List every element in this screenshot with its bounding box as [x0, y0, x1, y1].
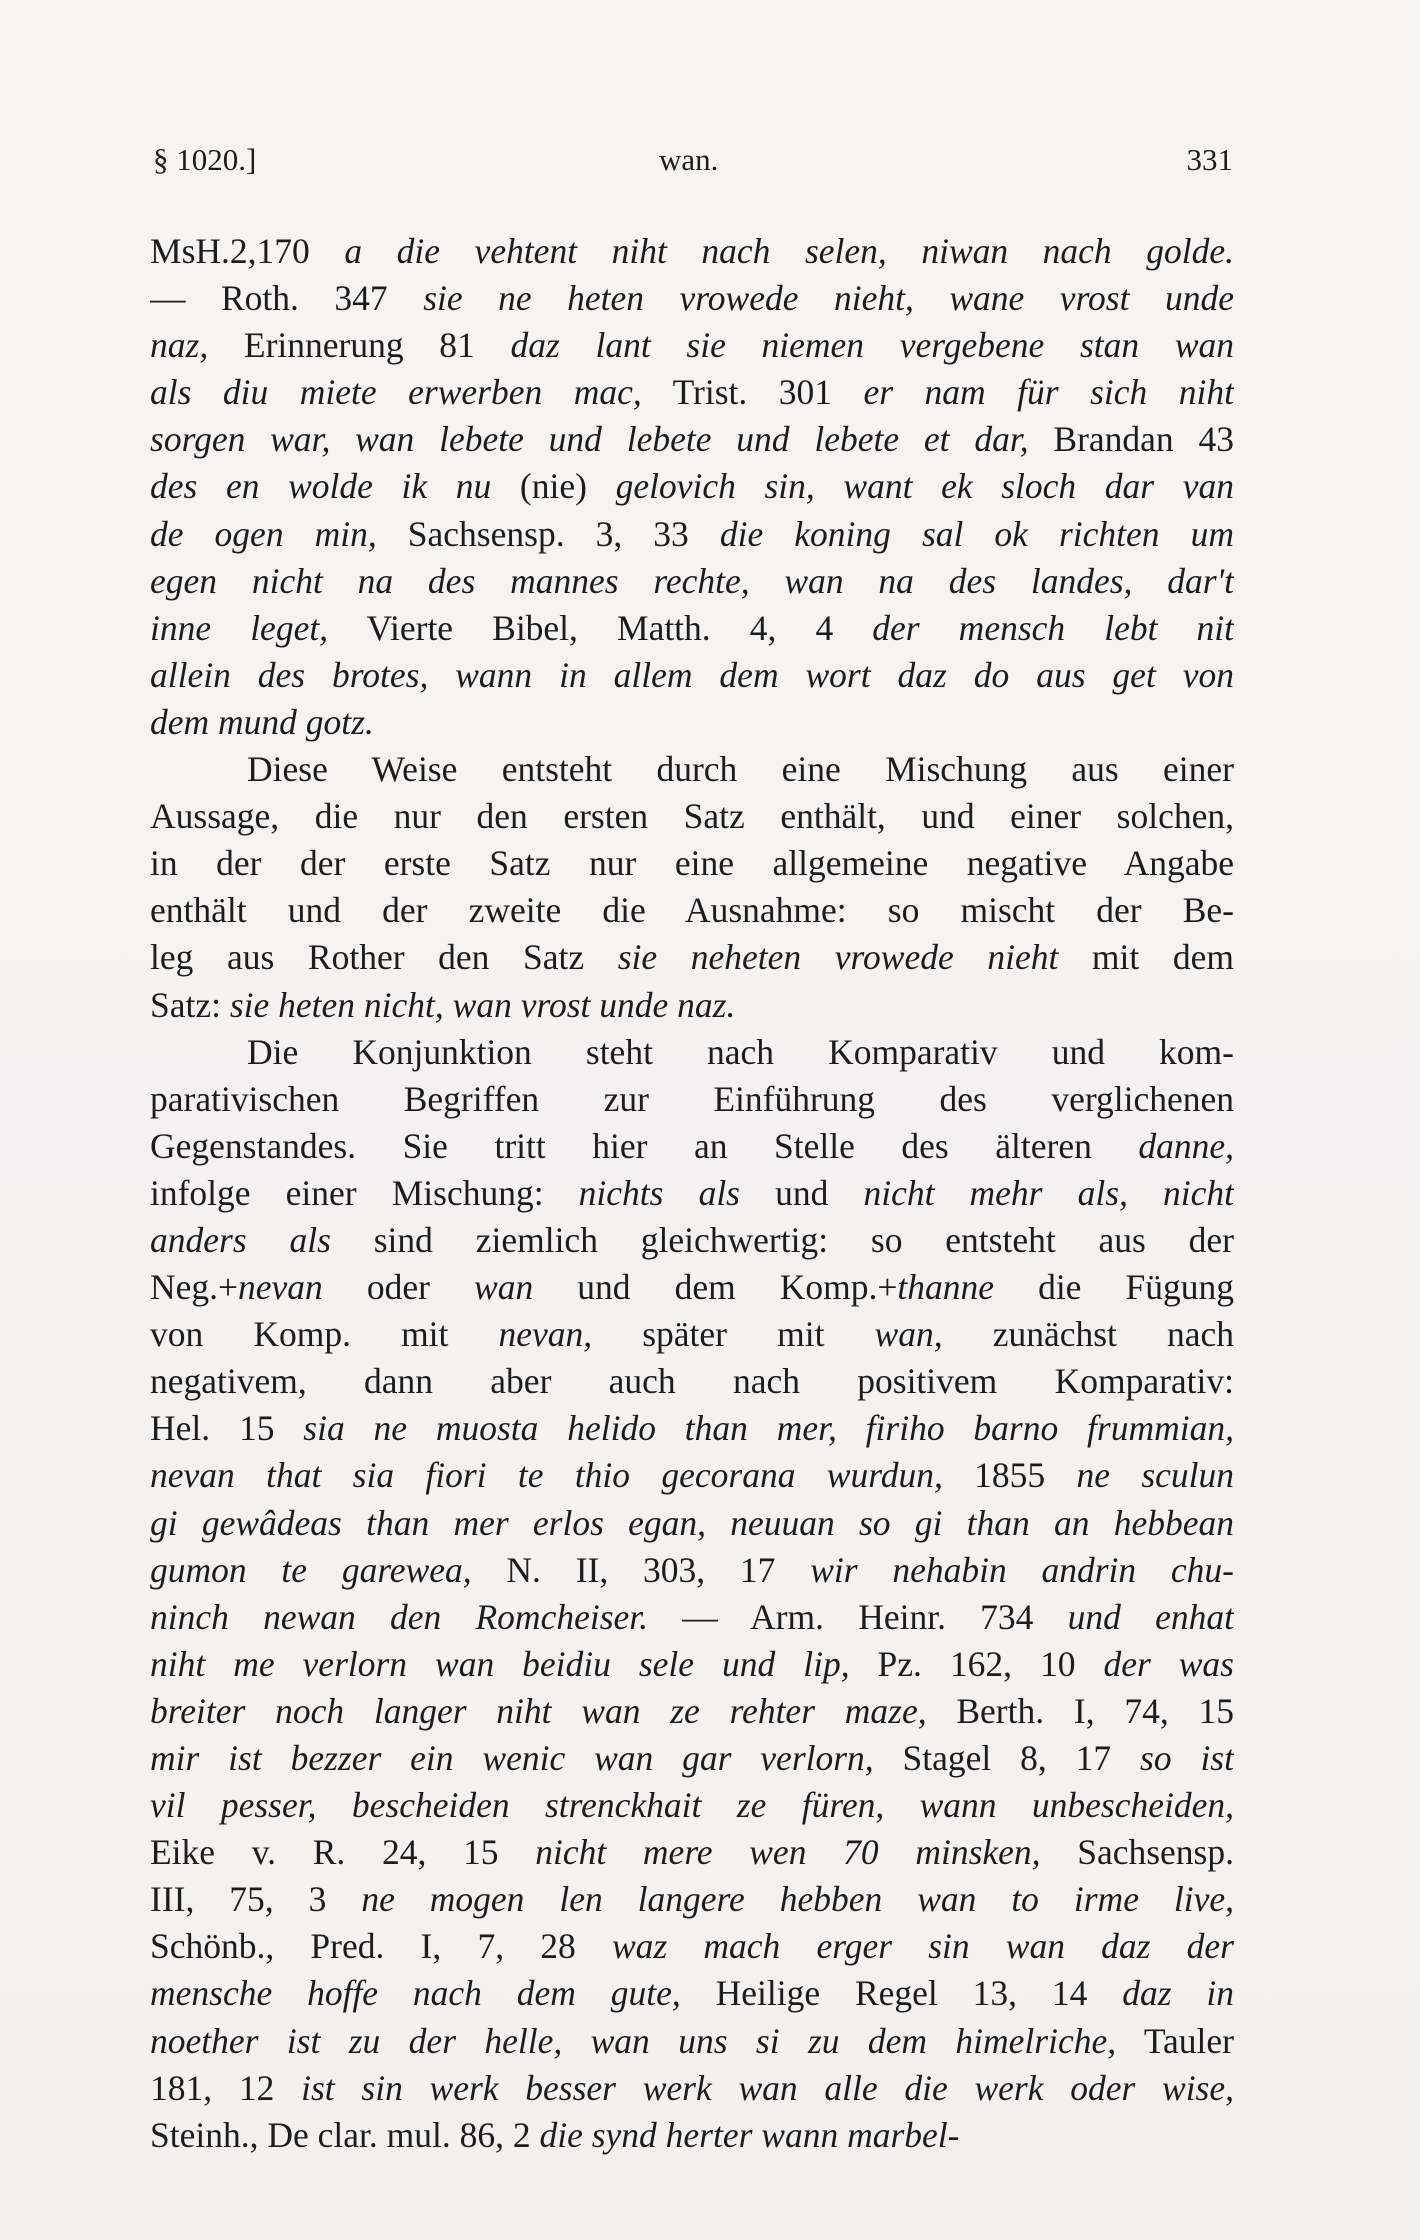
text-line: [150, 369, 1234, 416]
header-keyword: wan.: [659, 142, 719, 177]
italic-quote: sia ne muosta helido than mer, firiho barno frummian,: [303, 1408, 1234, 1449]
italic-quote: vil pesser, bescheiden strenckhait ze füren, wann unbescheiden,: [150, 1785, 1234, 1826]
text-line: [150, 1358, 1234, 1405]
text-line: [150, 275, 1234, 322]
text-line: [150, 1076, 1234, 1123]
text-segment: Tauler: [1116, 2020, 1234, 2061]
text-segment: Steinh., De clar. mul. 86, 2: [150, 2114, 540, 2155]
italic-quote: gi gewâdeas than mer erlos egan, neuuan so gi than an hebbean: [150, 1502, 1234, 1543]
italic-quote: als diu miete erwerben mac,: [150, 372, 642, 413]
text-segment: Heilige Regel 13, 14: [680, 1973, 1123, 2014]
text-segment: Erinnerung 81: [208, 325, 511, 366]
italic-quote: niht me verlorn wan beidiu sele und lip,: [150, 1643, 850, 1684]
italic-quote: sie neheten vrowede nieht: [617, 937, 1059, 978]
text-line: [150, 1264, 1234, 1311]
text-line: [150, 1876, 1234, 1923]
italic-quote: nevan: [238, 1267, 323, 1308]
text-segment: später mit: [592, 1314, 875, 1355]
italic-quote: thanne: [897, 1267, 995, 1308]
text-line: [150, 2018, 1234, 2065]
text-segment: Satz:: [150, 984, 230, 1025]
text-line: [150, 746, 1234, 793]
text-segment: Brandan 43: [1028, 419, 1234, 460]
text-segment: Gegenstandes. Sie tritt hier an Stelle des älteren: [150, 1125, 1139, 1166]
italic-quote: daz lant sie niemen vergebene stan wan: [510, 325, 1234, 366]
italic-quote: wan: [474, 1267, 534, 1308]
italic-quote: waz mach erger sin wan daz der: [611, 1926, 1234, 1967]
italic-quote: daz in: [1122, 1973, 1234, 2014]
italic-quote: gumon te garewea,: [150, 1549, 472, 1590]
italic-quote: mir ist bezzer ein wenic wan gar verlorn,: [150, 1738, 874, 1778]
text-segment: Schönb., Pred. I, 7, 28: [150, 1926, 612, 1967]
text-segment: zunächst nach: [942, 1314, 1234, 1355]
text-segment: sind ziemlich gleichwertig: so entsteht aus der: [330, 1219, 1234, 1260]
italic-quote: gelovich sin, want ek sloch dar van: [615, 466, 1234, 507]
italic-quote: inne leget,: [150, 607, 329, 648]
text-line: [150, 1735, 1234, 1782]
italic-quote: sie heten nicht, wan vrost unde naz.: [229, 984, 736, 1025]
italic-quote: nicht mere wen 70 minsken,: [535, 1832, 1041, 1873]
text-line: [150, 1029, 1234, 1076]
text-line: [150, 699, 1234, 746]
italic-quote: wir nehabin andrin chu-: [810, 1549, 1234, 1590]
italic-quote: ninch newan den Romcheiser.: [150, 1596, 649, 1637]
text-segment: Sachsensp. 3, 33: [376, 513, 720, 554]
italic-quote: die synd herter wann marbel-: [539, 2114, 960, 2155]
text-segment: Diese Weise entsteht durch eine Mischung aus einer: [247, 749, 1234, 790]
italic-quote: anders als: [150, 1219, 331, 1260]
text-line: [150, 322, 1234, 369]
text-segment: — Roth. 347: [150, 278, 424, 319]
text-line: [150, 605, 1234, 652]
italic-quote: und enhat: [1067, 1596, 1234, 1637]
text-segment: Vierte Bibel, Matth. 4, 4: [328, 607, 873, 648]
text-segment: Trist. 301: [641, 372, 864, 413]
italic-quote: ne sculun: [1076, 1455, 1234, 1496]
text-line: [150, 1500, 1234, 1547]
text-segment: Berth. I, 74, 15: [926, 1690, 1234, 1731]
text-segment: leg aus Rother den Satz: [150, 937, 618, 978]
text-segment: Stagel 8, 17: [873, 1738, 1141, 1778]
italic-quote: nevan that sia fiori te thio gecorana wurdun,: [150, 1455, 943, 1496]
text-line: [150, 1970, 1234, 2017]
running-header: [153, 142, 1233, 192]
text-segment: oder: [322, 1267, 475, 1308]
italic-quote: er nam für sich niht: [863, 372, 1234, 413]
text-segment: die Fügung: [994, 1267, 1234, 1308]
italic-quote: a die vehtent niht nach selen, niwan nach golde.: [344, 231, 1234, 271]
page-number: 331: [1186, 142, 1233, 177]
text-line: [150, 793, 1234, 840]
text-segment: 181, 12: [150, 2067, 302, 2108]
text-line: [150, 840, 1234, 887]
text-segment: infolge einer Mischung:: [150, 1172, 579, 1213]
italic-quote: wan,: [874, 1314, 943, 1355]
text-line: [150, 1641, 1234, 1688]
text-segment: negativem, dann aber auch nach positivem Komparativ:: [150, 1361, 1234, 1402]
body-text: [150, 228, 1234, 2159]
text-line: [150, 1923, 1234, 1970]
text-segment: Hel. 15: [150, 1408, 304, 1449]
text-line: [150, 1688, 1234, 1735]
text-segment: Eike v. R. 24, 15: [150, 1832, 536, 1873]
text-line: [150, 1311, 1234, 1358]
text-line: [150, 1829, 1234, 1876]
text-segment: Aussage, die nur den ersten Satz enthält, und einer solchen,: [150, 796, 1234, 837]
text-line: [150, 934, 1234, 981]
text-segment: — Arm. Heinr. 734: [648, 1596, 1068, 1637]
italic-quote: ne mogen len langere hebben wan to irme live,: [361, 1879, 1234, 1920]
text-segment: III, 75, 3: [150, 1879, 362, 1920]
text-line: [150, 416, 1234, 463]
italic-quote: nichts als: [578, 1172, 740, 1213]
text-line: [150, 1217, 1234, 1264]
italic-quote: der was: [1103, 1643, 1234, 1684]
italic-quote: sie ne heten vrowede nieht, wane vrost unde: [423, 278, 1234, 319]
italic-quote: nicht mehr als, nicht: [863, 1172, 1234, 1213]
italic-quote: naz,: [150, 325, 209, 366]
text-line: [150, 228, 1234, 275]
text-segment: von Komp. mit: [150, 1314, 499, 1355]
text-segment: Die Konjunktion steht nach Komparativ und kom-: [247, 1031, 1234, 1072]
text-segment: und: [740, 1172, 864, 1213]
text-line: [150, 2112, 1234, 2159]
text-line: [150, 887, 1234, 934]
text-line: [150, 1547, 1234, 1594]
text-segment: und dem Komp.+: [533, 1267, 898, 1308]
italic-quote: breiter noch langer niht wan ze rehter maze,: [150, 1690, 927, 1731]
italic-quote: mensche hoffe nach dem gute,: [150, 1973, 681, 2014]
text-segment: Sachsensp.: [1040, 1832, 1234, 1873]
text-line: [150, 982, 1234, 1029]
italic-quote: die koning sal ok richten um: [719, 513, 1234, 554]
text-segment: in der der erste Satz nur eine allgemeine negative Angabe: [150, 843, 1234, 884]
italic-quote: so ist: [1140, 1738, 1234, 1778]
text-line: [150, 1405, 1234, 1452]
text-line: [150, 511, 1234, 558]
italic-quote: noether ist zu der helle, wan uns si zu dem himelriche,: [150, 2020, 1117, 2061]
text-segment: MsH.2,170: [150, 231, 345, 271]
italic-quote: sorgen war, wan lebete und lebete und lebete et dar,: [150, 419, 1029, 460]
italic-quote: allein des brotes, wann in allem dem wort daz do aus get von: [150, 654, 1234, 695]
text-line: [150, 2065, 1234, 2112]
text-segment: Neg.+: [150, 1267, 239, 1308]
italic-quote: nevan,: [498, 1314, 593, 1355]
italic-quote: de ogen min,: [150, 513, 377, 554]
text-segment: 1855: [942, 1455, 1077, 1496]
text-segment: Pz. 162, 10: [849, 1643, 1104, 1684]
text-segment: (nie): [491, 466, 616, 507]
italic-quote: dem mund gotz.: [150, 701, 374, 742]
text-line: [150, 1782, 1234, 1829]
italic-quote: danne,: [1138, 1125, 1234, 1166]
italic-quote: ist sin werk besser werk wan alle die werk oder wise,: [301, 2067, 1234, 2108]
text-line: [150, 1123, 1234, 1170]
section-reference: § 1020.]: [153, 142, 257, 177]
text-segment: mit dem: [1058, 937, 1234, 978]
italic-quote: des en wolde ik nu: [150, 466, 492, 507]
text-line: [150, 1594, 1234, 1641]
text-segment: enthält und der zweite die Ausnahme: so mischt der Be-: [150, 890, 1234, 931]
italic-quote: egen nicht na des mannes rechte, wan na des landes, dar't: [150, 560, 1234, 601]
text-line: [150, 1452, 1234, 1499]
text-line: [150, 652, 1234, 699]
text-line: [150, 1170, 1234, 1217]
italic-quote: der mensch lebt nit: [872, 607, 1234, 648]
text-segment: N. II, 303, 17: [471, 1549, 811, 1590]
text-segment: parativischen Begriffen zur Einführung des verglichenen: [150, 1078, 1234, 1119]
text-line: [150, 463, 1234, 510]
text-line: [150, 558, 1234, 605]
